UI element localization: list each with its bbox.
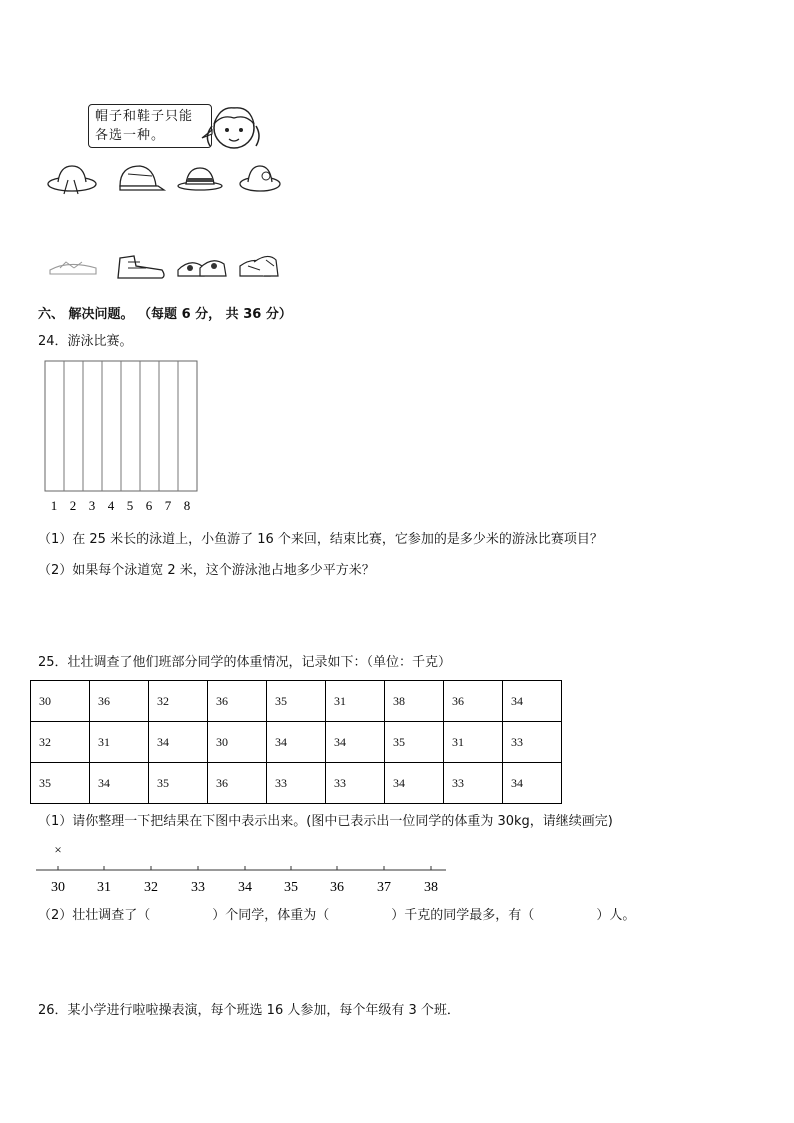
q25-sub1: （1）请你整理一下把结果在下图中表示出来。(图中已表示出一位同学的体重为 30kg，请继续画完) xyxy=(38,814,613,829)
tick-label: 38 xyxy=(424,880,438,895)
table-cell: 35 xyxy=(385,722,444,763)
table-cell: 35 xyxy=(149,763,208,804)
hiking-boots-icon xyxy=(240,256,278,276)
table-cell: 36 xyxy=(208,681,267,722)
speech-line-2: 各选一种。 xyxy=(95,128,166,143)
table-cell: 34 xyxy=(90,763,149,804)
table-row xyxy=(31,681,562,722)
table-cell: 35 xyxy=(31,763,90,804)
hats-row xyxy=(44,160,284,200)
table-cell: 34 xyxy=(267,722,326,763)
table-cell: 33 xyxy=(267,763,326,804)
lane-number: 5 xyxy=(126,498,134,513)
table-cell: 34 xyxy=(503,763,562,804)
q25-sub2-text: （2）壮壮调查了（ xyxy=(38,908,151,923)
x-mark: × xyxy=(54,842,62,857)
q24-sub1: （1）在 25 米长的泳道上，小鱼游了 16 个来回，结束比赛，它参加的是多少米的游泳比赛项目？ xyxy=(38,532,603,547)
table-cell: 33 xyxy=(326,763,385,804)
q25-sub2-text: ）人。 xyxy=(596,908,636,923)
table-cell: 31 xyxy=(90,722,149,763)
boot-icon xyxy=(118,256,164,278)
table-cell: 38 xyxy=(385,681,444,722)
q24-sub2: （2）如果每个泳道宽 2 米，这个游泳池占地多少平方米？ xyxy=(38,563,375,578)
table-cell: 32 xyxy=(149,681,208,722)
cap-icon xyxy=(120,166,164,190)
table-cell: 33 xyxy=(503,722,562,763)
q25-sub2-text: ）个同学，体重为（ xyxy=(212,908,330,923)
table-cell: 33 xyxy=(444,763,503,804)
sandal-icon xyxy=(50,262,96,274)
lane-number: 4 xyxy=(107,498,115,513)
speech-bubble xyxy=(88,104,212,148)
table-cell: 36 xyxy=(90,681,149,722)
tick-label: 37 xyxy=(377,880,391,895)
weight-number-line xyxy=(34,838,454,898)
sun-hat-icon xyxy=(48,166,96,194)
q25-sub2 xyxy=(38,908,635,924)
table-cell: 31 xyxy=(326,681,385,722)
table-row xyxy=(31,722,562,763)
table-cell: 30 xyxy=(31,681,90,722)
girl-illustration xyxy=(200,98,262,160)
tick-label: 32 xyxy=(144,880,158,895)
tick-label: 33 xyxy=(191,880,205,895)
table-cell: 34 xyxy=(385,763,444,804)
tick-label: 35 xyxy=(284,880,298,895)
table-cell: 32 xyxy=(31,722,90,763)
fedora-icon xyxy=(178,168,222,190)
tick-label: 30 xyxy=(51,880,65,895)
table-cell: 36 xyxy=(208,763,267,804)
table-row xyxy=(31,763,562,804)
lane-number: 7 xyxy=(164,498,172,513)
sneakers-icon xyxy=(178,261,226,276)
shoes-row xyxy=(44,248,284,284)
flower-hat-icon xyxy=(240,166,280,191)
weights-table xyxy=(30,680,562,804)
tick-label: 31 xyxy=(97,880,111,895)
table-cell: 35 xyxy=(267,681,326,722)
q25-title: 25．壮壮调查了他们班部分同学的体重情况，记录如下：（单位：千克） xyxy=(38,655,452,670)
table-cell: 31 xyxy=(444,722,503,763)
tick-label: 36 xyxy=(330,880,344,895)
lane-number: 3 xyxy=(88,498,96,513)
q24-title: 24．游泳比赛。 xyxy=(38,334,133,349)
table-cell: 34 xyxy=(503,681,562,722)
lane-number: 8 xyxy=(183,498,191,513)
q25-sub2-text: ）千克的同学最多，有（ xyxy=(391,908,535,923)
lane-number: 1 xyxy=(50,498,58,513)
tick-label: 34 xyxy=(238,880,252,895)
table-cell: 34 xyxy=(149,722,208,763)
q26-title: 26．某小学进行啦啦操表演，每个班选 16 人参加，每个年级有 3 个班． xyxy=(38,1003,460,1018)
lane-number: 2 xyxy=(69,498,77,513)
table-cell: 30 xyxy=(208,722,267,763)
swimming-pool-lanes xyxy=(40,358,202,514)
table-cell: 36 xyxy=(444,681,503,722)
section-header: 六、 解决问题。 （每题 6 分， 共 36 分） xyxy=(38,307,292,322)
table-cell: 34 xyxy=(326,722,385,763)
speech-line-1: 帽子和鞋子只能 xyxy=(95,109,194,124)
lane-number: 6 xyxy=(145,498,153,513)
